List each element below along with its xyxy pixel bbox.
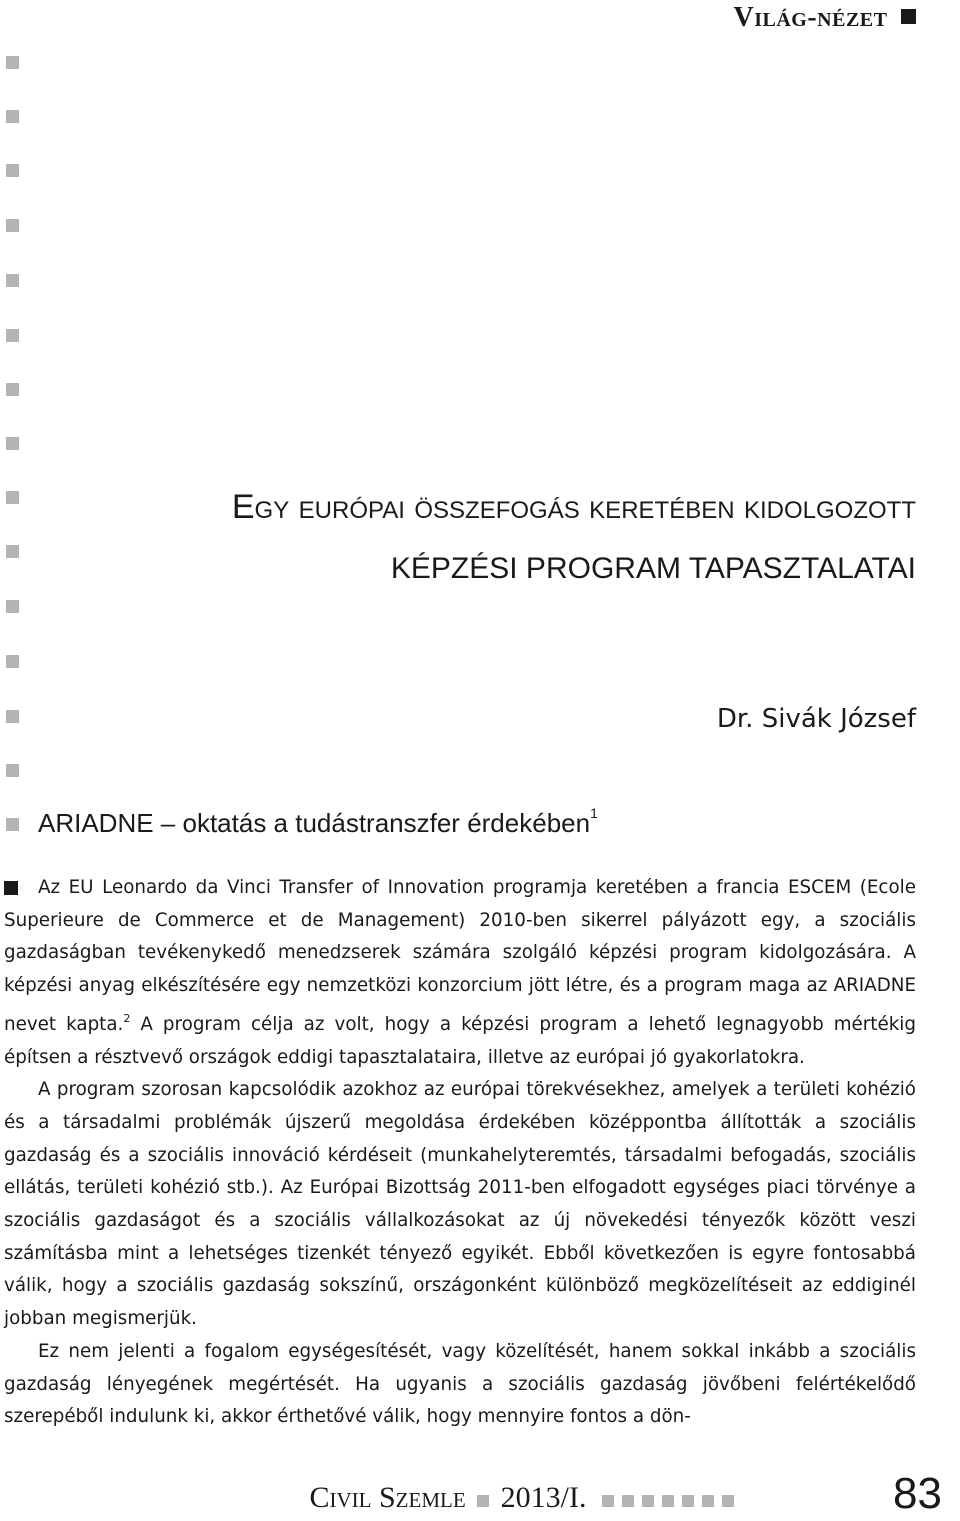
margin-square-icon <box>6 110 19 123</box>
header-square-icon <box>901 9 916 24</box>
footer-square-icon <box>642 1495 654 1507</box>
paragraph-square-icon <box>4 881 18 895</box>
section-header <box>734 2 916 34</box>
margin-square-icon <box>6 710 19 723</box>
journal-name: Civil Szemle <box>309 1481 466 1514</box>
margin-square-icon <box>6 437 19 450</box>
footer-square-icon <box>702 1495 714 1507</box>
author: Dr. Sivák József <box>716 704 916 734</box>
footer-square-icon <box>722 1495 734 1507</box>
section-title: Világ-nézet <box>733 2 888 33</box>
journal-issue: 2013/I. <box>500 1481 587 1514</box>
margin-square-icon <box>6 219 19 232</box>
paragraph: Ez nem jelenti a fogalom egységesítését, vagy közelítését, hanem sokkal inkább a szociális gazdaság lényegének megértését. Ha ugyanis a szociális gazdaság jövőbeni felértékelődő szerepéből indulunk ki, akkor érthetővé válik, hogy mennyire fontos a dön- <box>4 1340 916 1428</box>
footnote-ref[interactable]: 2 <box>123 1011 131 1025</box>
page-footer <box>0 1467 960 1517</box>
footnote-ref[interactable]: 1 <box>590 805 598 821</box>
margin-square-icon <box>6 545 19 558</box>
margin-square-icon <box>6 818 19 831</box>
article-title-line-2 <box>144 548 916 587</box>
margin-square-icon <box>6 764 19 777</box>
paragraph <box>4 872 916 1074</box>
article-title-text-2: KÉPZÉSI PROGRAM TAPASZTALATAI <box>390 552 916 585</box>
section-subtitle <box>38 805 598 839</box>
article-title-line-1 <box>144 488 916 527</box>
footer-square-icon <box>622 1495 634 1507</box>
margin-square-icon <box>6 56 19 69</box>
margin-square-icon <box>6 655 19 668</box>
article-body <box>4 872 916 1434</box>
margin-square-icon <box>6 383 19 396</box>
margin-square-icon <box>6 164 19 177</box>
paragraph-text: Az EU Leonardo da Vinci Transfer of Innovation programja keretében a francia ESCEM (Ecole Superieure de Commerce et de Management) 2010-ben sikerrel pályázott egy, a szociális gazdaságban tevékenykedő menedzserek számára szolgáló képzési program kidolgozására. A képzési anyag elkészítésére egy nemzetközi konzorcium jött létre, és a program maga az ARIADNE nevet kapta. <box>4 877 916 1035</box>
footer-square-row <box>602 1481 734 1515</box>
footer-square-icon <box>662 1495 674 1507</box>
margin-square-icon <box>6 491 19 504</box>
page-number: 83 <box>893 1469 942 1518</box>
journal-citation <box>310 1481 735 1515</box>
margin-square-icon <box>6 329 19 342</box>
margin-square-icon <box>6 600 19 613</box>
footer-square-icon <box>602 1495 614 1507</box>
margin-square-icon <box>6 274 19 287</box>
footer-square-icon <box>477 1495 489 1507</box>
footer-square-icon <box>682 1495 694 1507</box>
subtitle-text: ARIADNE – oktatás a tudástranszfer érdekében <box>38 808 591 838</box>
paragraph: A program szorosan kapcsolódik azokhoz az európai törekvésekhez, amelyek a területi kohézió és a társadalmi problémák újszerű megoldása érdekében középpontba állították a szociális gazdaság és a szociális innováció kérdéseit (munkahelyteremtés, társadalmi befogadás, szociális ellátás, területi kohézió stb.). Az Európai Bizottság 2011-ben elfogadott egységes piaci törvénye a szociális gazdaságot és a szociális vállalkozásokat az új növekedési tényezők között veszi számításba mint a lehetséges tizenkét tényező egyikét. Ebből következően is egyre fontosabbá válik, hogy a szociális gazdaság sokszínű, országonként különböző megközelítéseit az eddiginél jobban megismerjük. <box>4 1079 916 1330</box>
article-title-text-1: Egy európai összefogás keretében kidolgozott <box>231 488 916 526</box>
paragraph-text: A program célja az volt, hogy a képzési program a lehető legnagyobb mértékig építsen a résztvevő országok eddigi tapasztalataira, illetve az európai jó gyakorlatokra. <box>4 1013 916 1068</box>
